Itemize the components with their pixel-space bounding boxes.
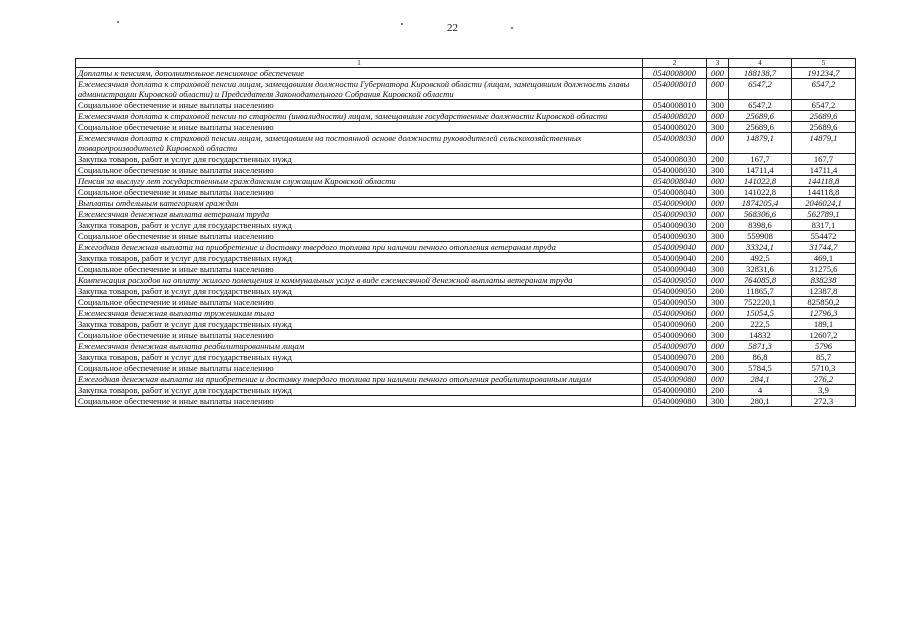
table-row [76, 385, 856, 396]
table-row [76, 198, 856, 209]
row-name-cell: Социальное обеспечение и иные выплаты населению [76, 187, 643, 198]
row-name-cell: Социальное обеспечение и иные выплаты населению [76, 396, 643, 407]
row-name-cell: Закупка товаров, работ и услуг для государственных нужд [76, 220, 643, 231]
row-name-cell: Пенсия за выслугу лет государственным гражданским служащим Кировской области [76, 176, 643, 187]
target-article-code-cell: 0540008010 [643, 100, 707, 111]
row-name-cell: Закупка товаров, работ и услуг для государственных нужд [76, 385, 643, 396]
expense-kind-cell: 300 [707, 165, 729, 176]
target-article-code-cell: 0540008040 [643, 187, 707, 198]
row-name-cell: Социальное обеспечение и иные выплаты населению [76, 363, 643, 374]
expense-kind-cell: 200 [707, 385, 729, 396]
column-number-row [76, 59, 856, 68]
target-article-code-cell: 0540009070 [643, 341, 707, 352]
expense-kind-cell: 200 [707, 286, 729, 297]
expense-kind-cell: 000 [707, 242, 729, 253]
row-name-cell: Ежемесячная денежная выплата ветеранам труда [76, 209, 643, 220]
amount-cell-year-1: 25689,6 [729, 122, 792, 133]
row-name-cell: Доплаты к пенсиям, дополнительное пенсионное обеспечение [76, 68, 643, 79]
row-name-cell: Закупка товаров, работ и услуг для государственных нужд [76, 352, 643, 363]
amount-cell-year-2: 31275,6 [792, 264, 856, 275]
table-body [76, 59, 856, 407]
target-article-code-cell: 0540009080 [643, 374, 707, 385]
expense-kind-cell: 300 [707, 297, 729, 308]
row-name-cell: Социальное обеспечение и иные выплаты населению [76, 122, 643, 133]
column-number: 1 [76, 59, 643, 68]
table-row [76, 297, 856, 308]
amount-cell-year-2: 12387,8 [792, 286, 856, 297]
expense-kind-cell: 200 [707, 352, 729, 363]
amount-cell-year-1: 6547,2 [729, 100, 792, 111]
amount-cell-year-2: 167,7 [792, 154, 856, 165]
table-row [76, 122, 856, 133]
target-article-code-cell: 0540009070 [643, 352, 707, 363]
amount-cell-year-1: 14832 [729, 330, 792, 341]
amount-cell-year-1: 492,5 [729, 253, 792, 264]
expense-kind-cell: 000 [707, 308, 729, 319]
amount-cell-year-2: 276,2 [792, 374, 856, 385]
table-row [76, 79, 856, 100]
row-name-cell: Ежемесячная денежная выплата труженикам тыла [76, 308, 643, 319]
expense-kind-cell: 000 [707, 133, 729, 154]
amount-cell-year-1: 752220,1 [729, 297, 792, 308]
amount-cell-year-2: 838238 [792, 275, 856, 286]
table-row [76, 308, 856, 319]
amount-cell-year-2: 8317,1 [792, 220, 856, 231]
column-number: 2 [643, 59, 707, 68]
target-article-code-cell: 0540009080 [643, 385, 707, 396]
table-row [76, 341, 856, 352]
table-row [76, 330, 856, 341]
row-name-cell: Закупка товаров, работ и услуг для государственных нужд [76, 154, 643, 165]
amount-cell-year-1: 25689,6 [729, 111, 792, 122]
row-name-cell: Закупка товаров, работ и услуг для государственных нужд [76, 253, 643, 264]
amount-cell-year-2: 189,1 [792, 319, 856, 330]
row-name-cell: Закупка товаров, работ и услуг для государственных нужд [76, 286, 643, 297]
amount-cell-year-1: 33324,1 [729, 242, 792, 253]
expense-kind-cell: 000 [707, 111, 729, 122]
amount-cell-year-1: 559908 [729, 231, 792, 242]
target-article-code-cell: 0540009060 [643, 319, 707, 330]
target-article-code-cell: 0540009050 [643, 275, 707, 286]
amount-cell-year-1: 6547,2 [729, 79, 792, 100]
row-name-cell: Социальное обеспечение и иные выплаты населению [76, 100, 643, 111]
amount-cell-year-2: 5710,3 [792, 363, 856, 374]
row-name-cell: Ежемесячная денежная выплата реабилитированным лицам [76, 341, 643, 352]
table-row [76, 231, 856, 242]
amount-cell-year-2: 825850,2 [792, 297, 856, 308]
amount-cell-year-2: 191234,7 [792, 68, 856, 79]
expense-kind-cell: 000 [707, 68, 729, 79]
amount-cell-year-1: 141022,8 [729, 176, 792, 187]
table-row [76, 374, 856, 385]
amount-cell-year-1: 15054,5 [729, 308, 792, 319]
expense-kind-cell: 300 [707, 231, 729, 242]
expense-kind-cell: 000 [707, 209, 729, 220]
target-article-code-cell: 0540009050 [643, 286, 707, 297]
target-article-code-cell: 0540009060 [643, 330, 707, 341]
expense-kind-cell: 300 [707, 122, 729, 133]
target-article-code-cell: 0540009030 [643, 220, 707, 231]
expense-kind-cell: 000 [707, 275, 729, 286]
amount-cell-year-2: 25689,6 [792, 111, 856, 122]
amount-cell-year-1: 11865,7 [729, 286, 792, 297]
column-number: 5 [792, 59, 856, 68]
target-article-code-cell: 0540009000 [643, 198, 707, 209]
row-name-cell: Закупка товаров, работ и услуг для государственных нужд [76, 319, 643, 330]
expense-kind-cell: 200 [707, 253, 729, 264]
table-row [76, 264, 856, 275]
target-article-code-cell: 0540009040 [643, 242, 707, 253]
amount-cell-year-2: 14711,4 [792, 165, 856, 176]
budget-table [75, 58, 856, 407]
amount-cell-year-1: 764085,8 [729, 275, 792, 286]
row-name-cell: Выплаты отдельным категориям граждан [76, 198, 643, 209]
expense-kind-cell: 300 [707, 264, 729, 275]
table-row [76, 111, 856, 122]
table-row [76, 363, 856, 374]
row-name-cell: Ежемесячная доплата к страховой пенсии лицам, замещавшим на постоянной основе должности руководителей сельскохозяйственных товаропроизводителей Кировской области [76, 133, 643, 154]
table-row [76, 253, 856, 264]
target-article-code-cell: 0540009080 [643, 396, 707, 407]
table-row [76, 275, 856, 286]
amount-cell-year-2: 12607,2 [792, 330, 856, 341]
expense-kind-cell: 300 [707, 396, 729, 407]
target-article-code-cell: 0540009040 [643, 264, 707, 275]
target-article-code-cell: 0540009040 [643, 253, 707, 264]
amount-cell-year-2: 25689,6 [792, 122, 856, 133]
amount-cell-year-1: 5784,5 [729, 363, 792, 374]
amount-cell-year-2: 554472 [792, 231, 856, 242]
table-row [76, 209, 856, 220]
amount-cell-year-2: 144118,8 [792, 176, 856, 187]
amount-cell-year-1: 188138,7 [729, 68, 792, 79]
table-row [76, 154, 856, 165]
amount-cell-year-2: 3,9 [792, 385, 856, 396]
expense-kind-cell: 300 [707, 330, 729, 341]
target-article-code-cell: 0540008020 [643, 111, 707, 122]
expense-kind-cell: 000 [707, 341, 729, 352]
table-row [76, 133, 856, 154]
expense-kind-cell: 200 [707, 154, 729, 165]
amount-cell-year-1: 1874205,4 [729, 198, 792, 209]
target-article-code-cell: 0540009060 [643, 308, 707, 319]
target-article-code-cell: 0540008030 [643, 133, 707, 154]
amount-cell-year-1: 280,1 [729, 396, 792, 407]
expense-kind-cell: 000 [707, 198, 729, 209]
table-row [76, 220, 856, 231]
row-name-cell: Ежегодная денежная выплата на приобретение и доставку твердого топлива при наличии печного отопления ветеранам труда [76, 242, 643, 253]
amount-cell-year-2: 469,1 [792, 253, 856, 264]
amount-cell-year-2: 2046024,1 [792, 198, 856, 209]
row-name-cell: Социальное обеспечение и иные выплаты населению [76, 165, 643, 176]
page-number: 22 [447, 22, 458, 34]
column-number: 4 [729, 59, 792, 68]
row-name-cell: Компенсация расходов на оплату жилого помещения и коммунальных услуг в виде ежемесячной денежной выплаты ветеранам труда [76, 275, 643, 286]
row-name-cell: Ежемесячная доплата к страховой пенсии по старости (инвалидности) лицам, замещавшим государственные должности Кировской области [76, 111, 643, 122]
amount-cell-year-1: 5871,3 [729, 341, 792, 352]
row-name-cell: Ежегодная денежная выплата на приобретение и доставку твердого топлива при наличии печного отопления реабилитированным лицам [76, 374, 643, 385]
amount-cell-year-1: 8398,6 [729, 220, 792, 231]
expense-kind-cell: 300 [707, 363, 729, 374]
row-name-cell: Социальное обеспечение и иные выплаты населению [76, 330, 643, 341]
row-name-cell: Социальное обеспечение и иные выплаты населению [76, 264, 643, 275]
table-row [76, 319, 856, 330]
target-article-code-cell: 0540009070 [643, 363, 707, 374]
expense-kind-cell: 300 [707, 187, 729, 198]
amount-cell-year-2: 31744,7 [792, 242, 856, 253]
row-name-cell: Ежемесячная доплата к страховой пенсии лицам, замещавшим должности Губернатора Кировской области (лицам, замещавшим должность главы администрации Кировской области) и Председателя Законодательного Собрания Кировской области [76, 79, 643, 100]
amount-cell-year-1: 14711,4 [729, 165, 792, 176]
target-article-code-cell: 0540008030 [643, 165, 707, 176]
target-article-code-cell: 0540009030 [643, 209, 707, 220]
amount-cell-year-1: 86,8 [729, 352, 792, 363]
target-article-code-cell: 0540008010 [643, 79, 707, 100]
amount-cell-year-2: 5796 [792, 341, 856, 352]
table-row [76, 352, 856, 363]
amount-cell-year-2: 6547,2 [792, 79, 856, 100]
row-name-cell: Социальное обеспечение и иные выплаты населению [76, 297, 643, 308]
column-number: 3 [707, 59, 729, 68]
expense-kind-cell: 000 [707, 374, 729, 385]
target-article-code-cell: 0540009030 [643, 231, 707, 242]
table-row [76, 286, 856, 297]
table-row [76, 100, 856, 111]
amount-cell-year-1: 284,1 [729, 374, 792, 385]
expense-kind-cell: 000 [707, 176, 729, 187]
table-row [76, 242, 856, 253]
amount-cell-year-2: 144118,8 [792, 187, 856, 198]
amount-cell-year-1: 222,5 [729, 319, 792, 330]
amount-cell-year-1: 568306,6 [729, 209, 792, 220]
target-article-code-cell: 0540008030 [643, 154, 707, 165]
amount-cell-year-2: 272,3 [792, 396, 856, 407]
amount-cell-year-1: 167,7 [729, 154, 792, 165]
target-article-code-cell: 0540009050 [643, 297, 707, 308]
amount-cell-year-2: 85,7 [792, 352, 856, 363]
amount-cell-year-1: 4 [729, 385, 792, 396]
expense-kind-cell: 200 [707, 319, 729, 330]
table-row [76, 176, 856, 187]
amount-cell-year-2: 562789,1 [792, 209, 856, 220]
expense-kind-cell: 000 [707, 79, 729, 100]
target-article-code-cell: 0540008000 [643, 68, 707, 79]
amount-cell-year-2: 6547,2 [792, 100, 856, 111]
target-article-code-cell: 0540008020 [643, 122, 707, 133]
row-name-cell: Социальное обеспечение и иные выплаты населению [76, 231, 643, 242]
amount-cell-year-1: 32831,6 [729, 264, 792, 275]
table-row [76, 165, 856, 176]
amount-cell-year-2: 12796,3 [792, 308, 856, 319]
amount-cell-year-1: 141022,8 [729, 187, 792, 198]
table-row [76, 396, 856, 407]
table-row [76, 68, 856, 79]
expense-kind-cell: 200 [707, 220, 729, 231]
target-article-code-cell: 0540008040 [643, 176, 707, 187]
amount-cell-year-1: 14879,1 [729, 133, 792, 154]
table-row [76, 187, 856, 198]
expense-kind-cell: 300 [707, 100, 729, 111]
amount-cell-year-2: 14879,1 [792, 133, 856, 154]
